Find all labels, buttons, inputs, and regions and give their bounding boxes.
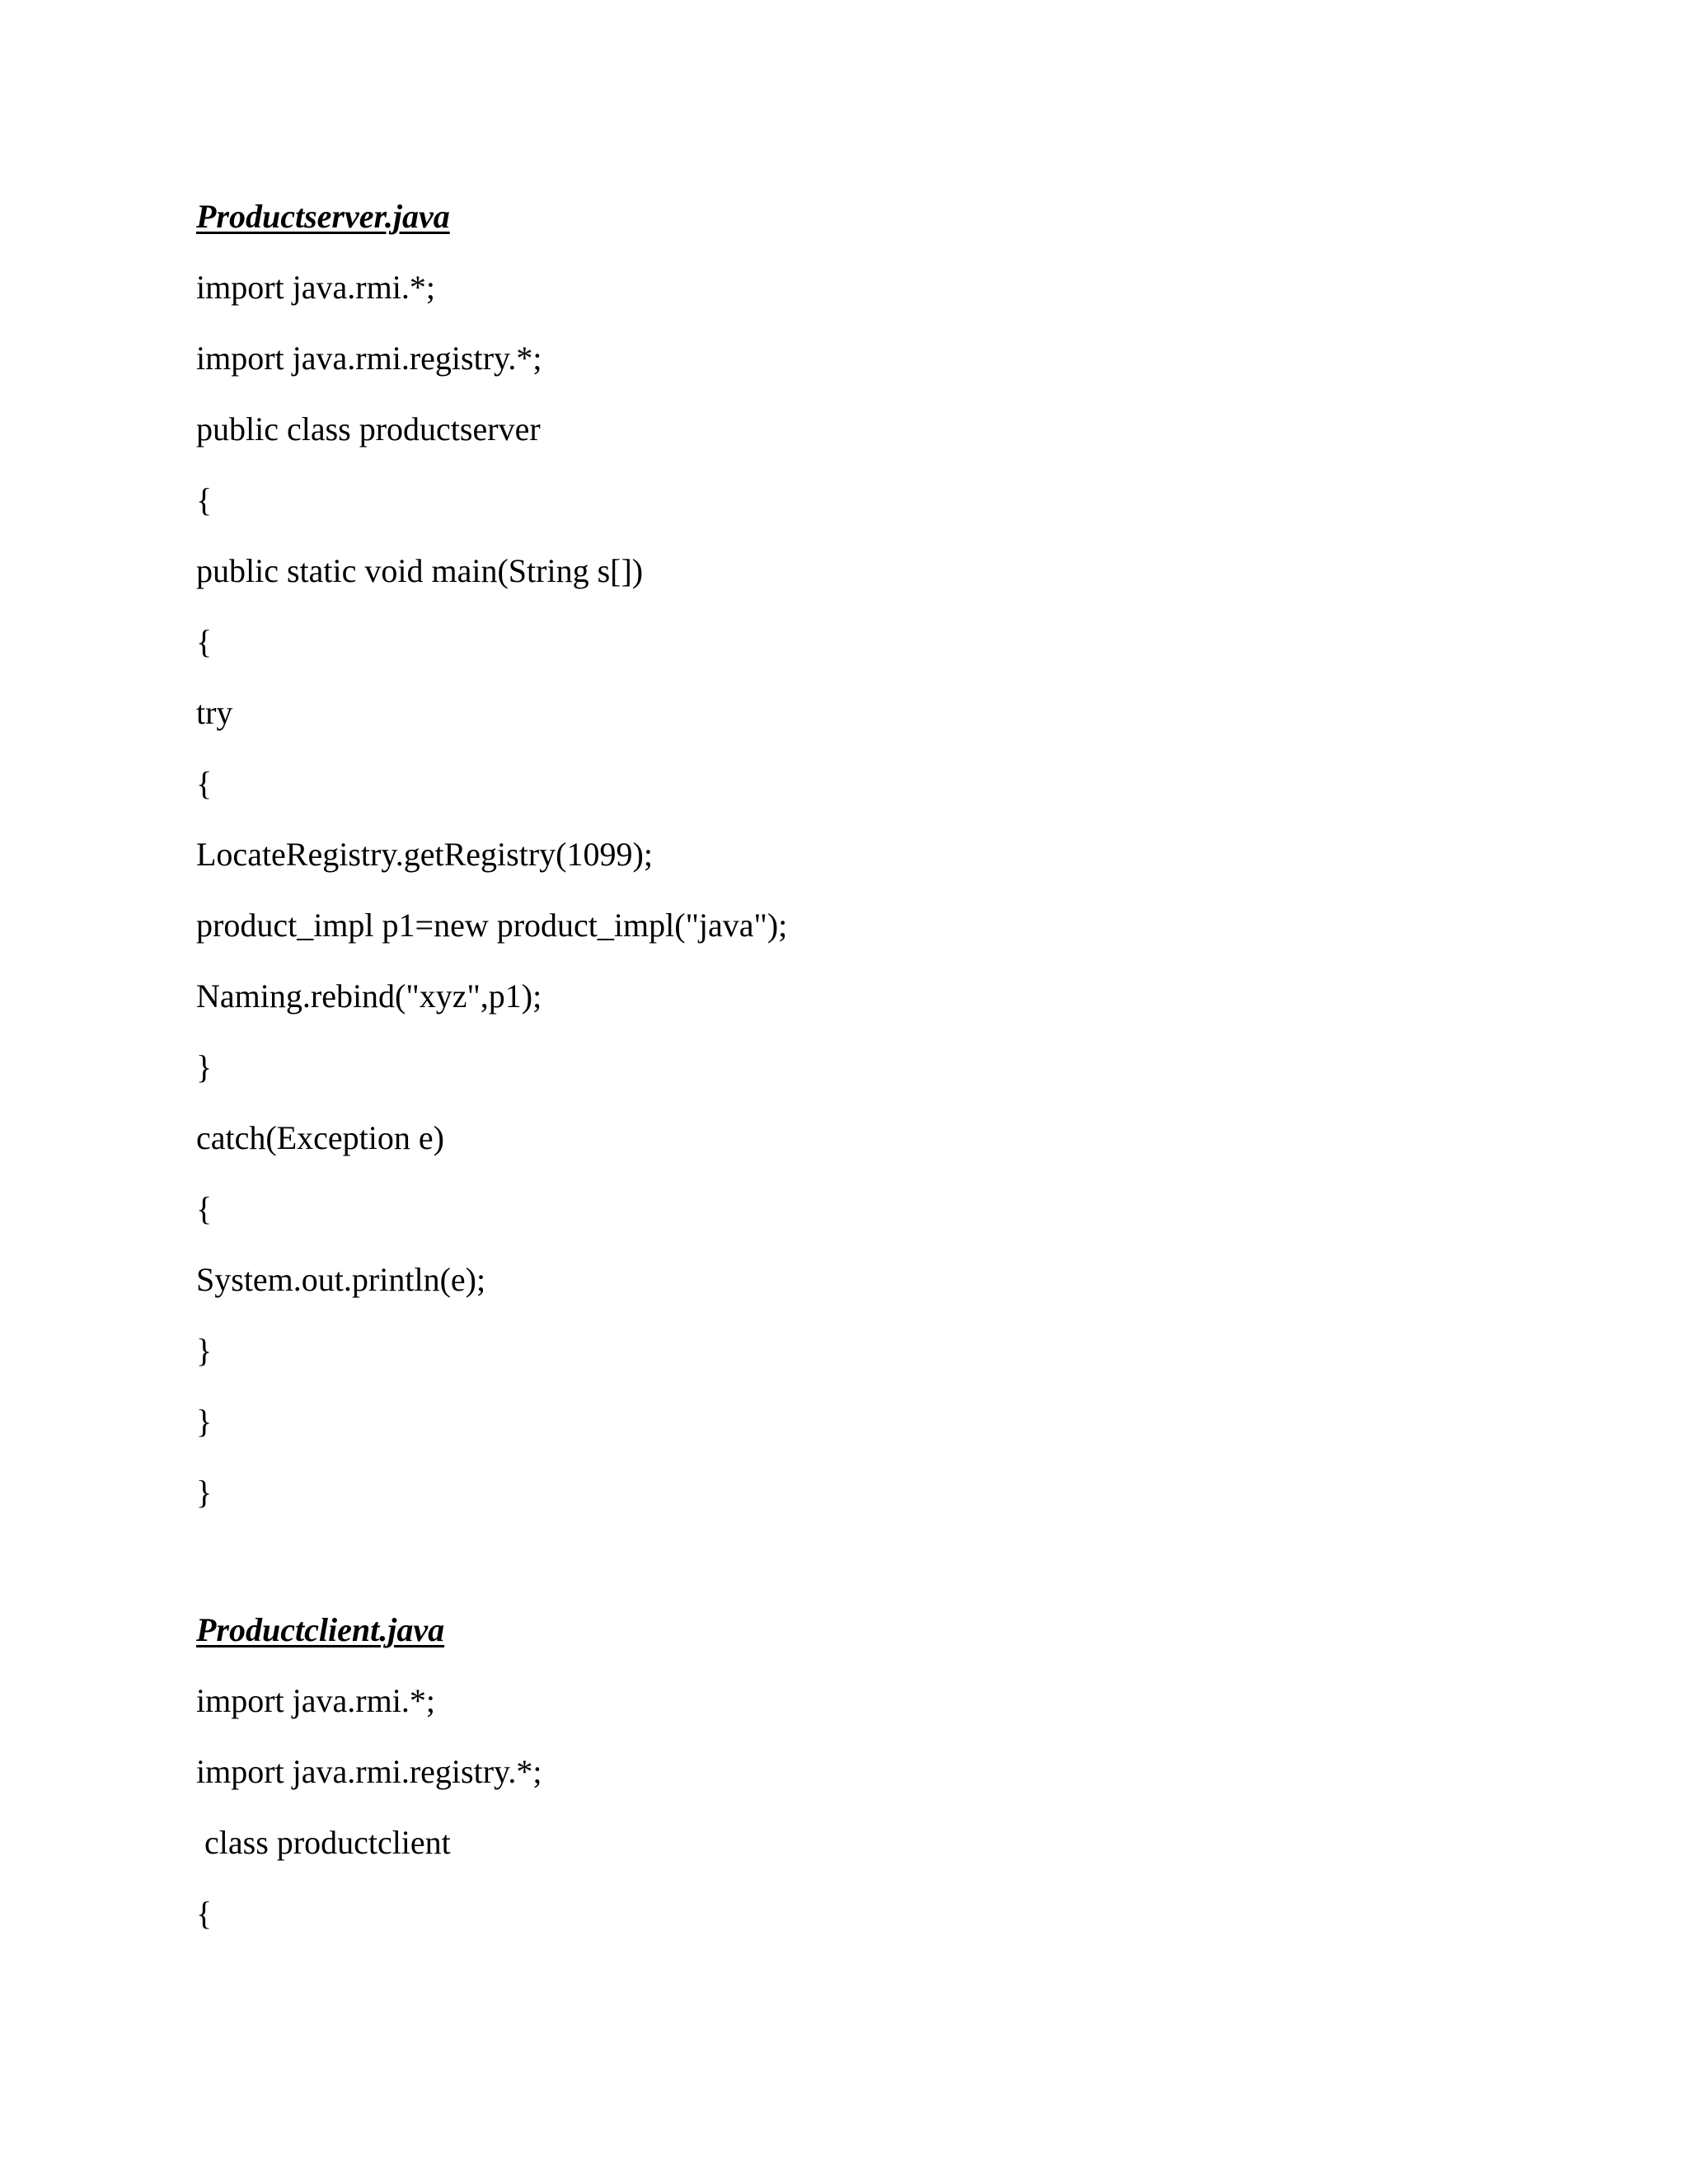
code-line: {	[196, 1190, 213, 1227]
code-line: import java.rmi.registry.*;	[196, 1753, 542, 1790]
code-line: {	[196, 481, 213, 518]
code-line: product_impl p1=new product_impl("java");	[196, 907, 788, 944]
code-line: Naming.rebind("xyz",p1);	[196, 977, 542, 1015]
code-line: import java.rmi.*;	[196, 1682, 435, 1719]
code-line: System.out.println(e);	[196, 1261, 486, 1298]
code-line: {	[196, 1895, 213, 1932]
code-line: catch(Exception e)	[196, 1119, 444, 1156]
client-code-section	[196, 1605, 1515, 1960]
code-line: }	[196, 1474, 213, 1511]
code-line: }	[196, 1332, 213, 1369]
code-line: {	[196, 623, 213, 660]
code-line: import java.rmi.registry.*;	[196, 340, 542, 377]
code-line: }	[196, 1403, 213, 1440]
code-line: class productclient	[196, 1824, 451, 1861]
server-code-section	[196, 192, 1515, 1539]
code-line: public static void main(String s[])	[196, 552, 644, 589]
code-line: public class productserver	[196, 410, 541, 448]
code-line: try	[196, 694, 233, 731]
server-file-heading: Productserver.java	[196, 198, 450, 235]
code-line: LocateRegistry.getRegistry(1099);	[196, 836, 653, 873]
code-line: }	[196, 1048, 213, 1085]
code-line: import java.rmi.*;	[196, 269, 435, 306]
client-file-heading: Productclient.java	[196, 1611, 445, 1648]
code-line: {	[196, 765, 213, 802]
